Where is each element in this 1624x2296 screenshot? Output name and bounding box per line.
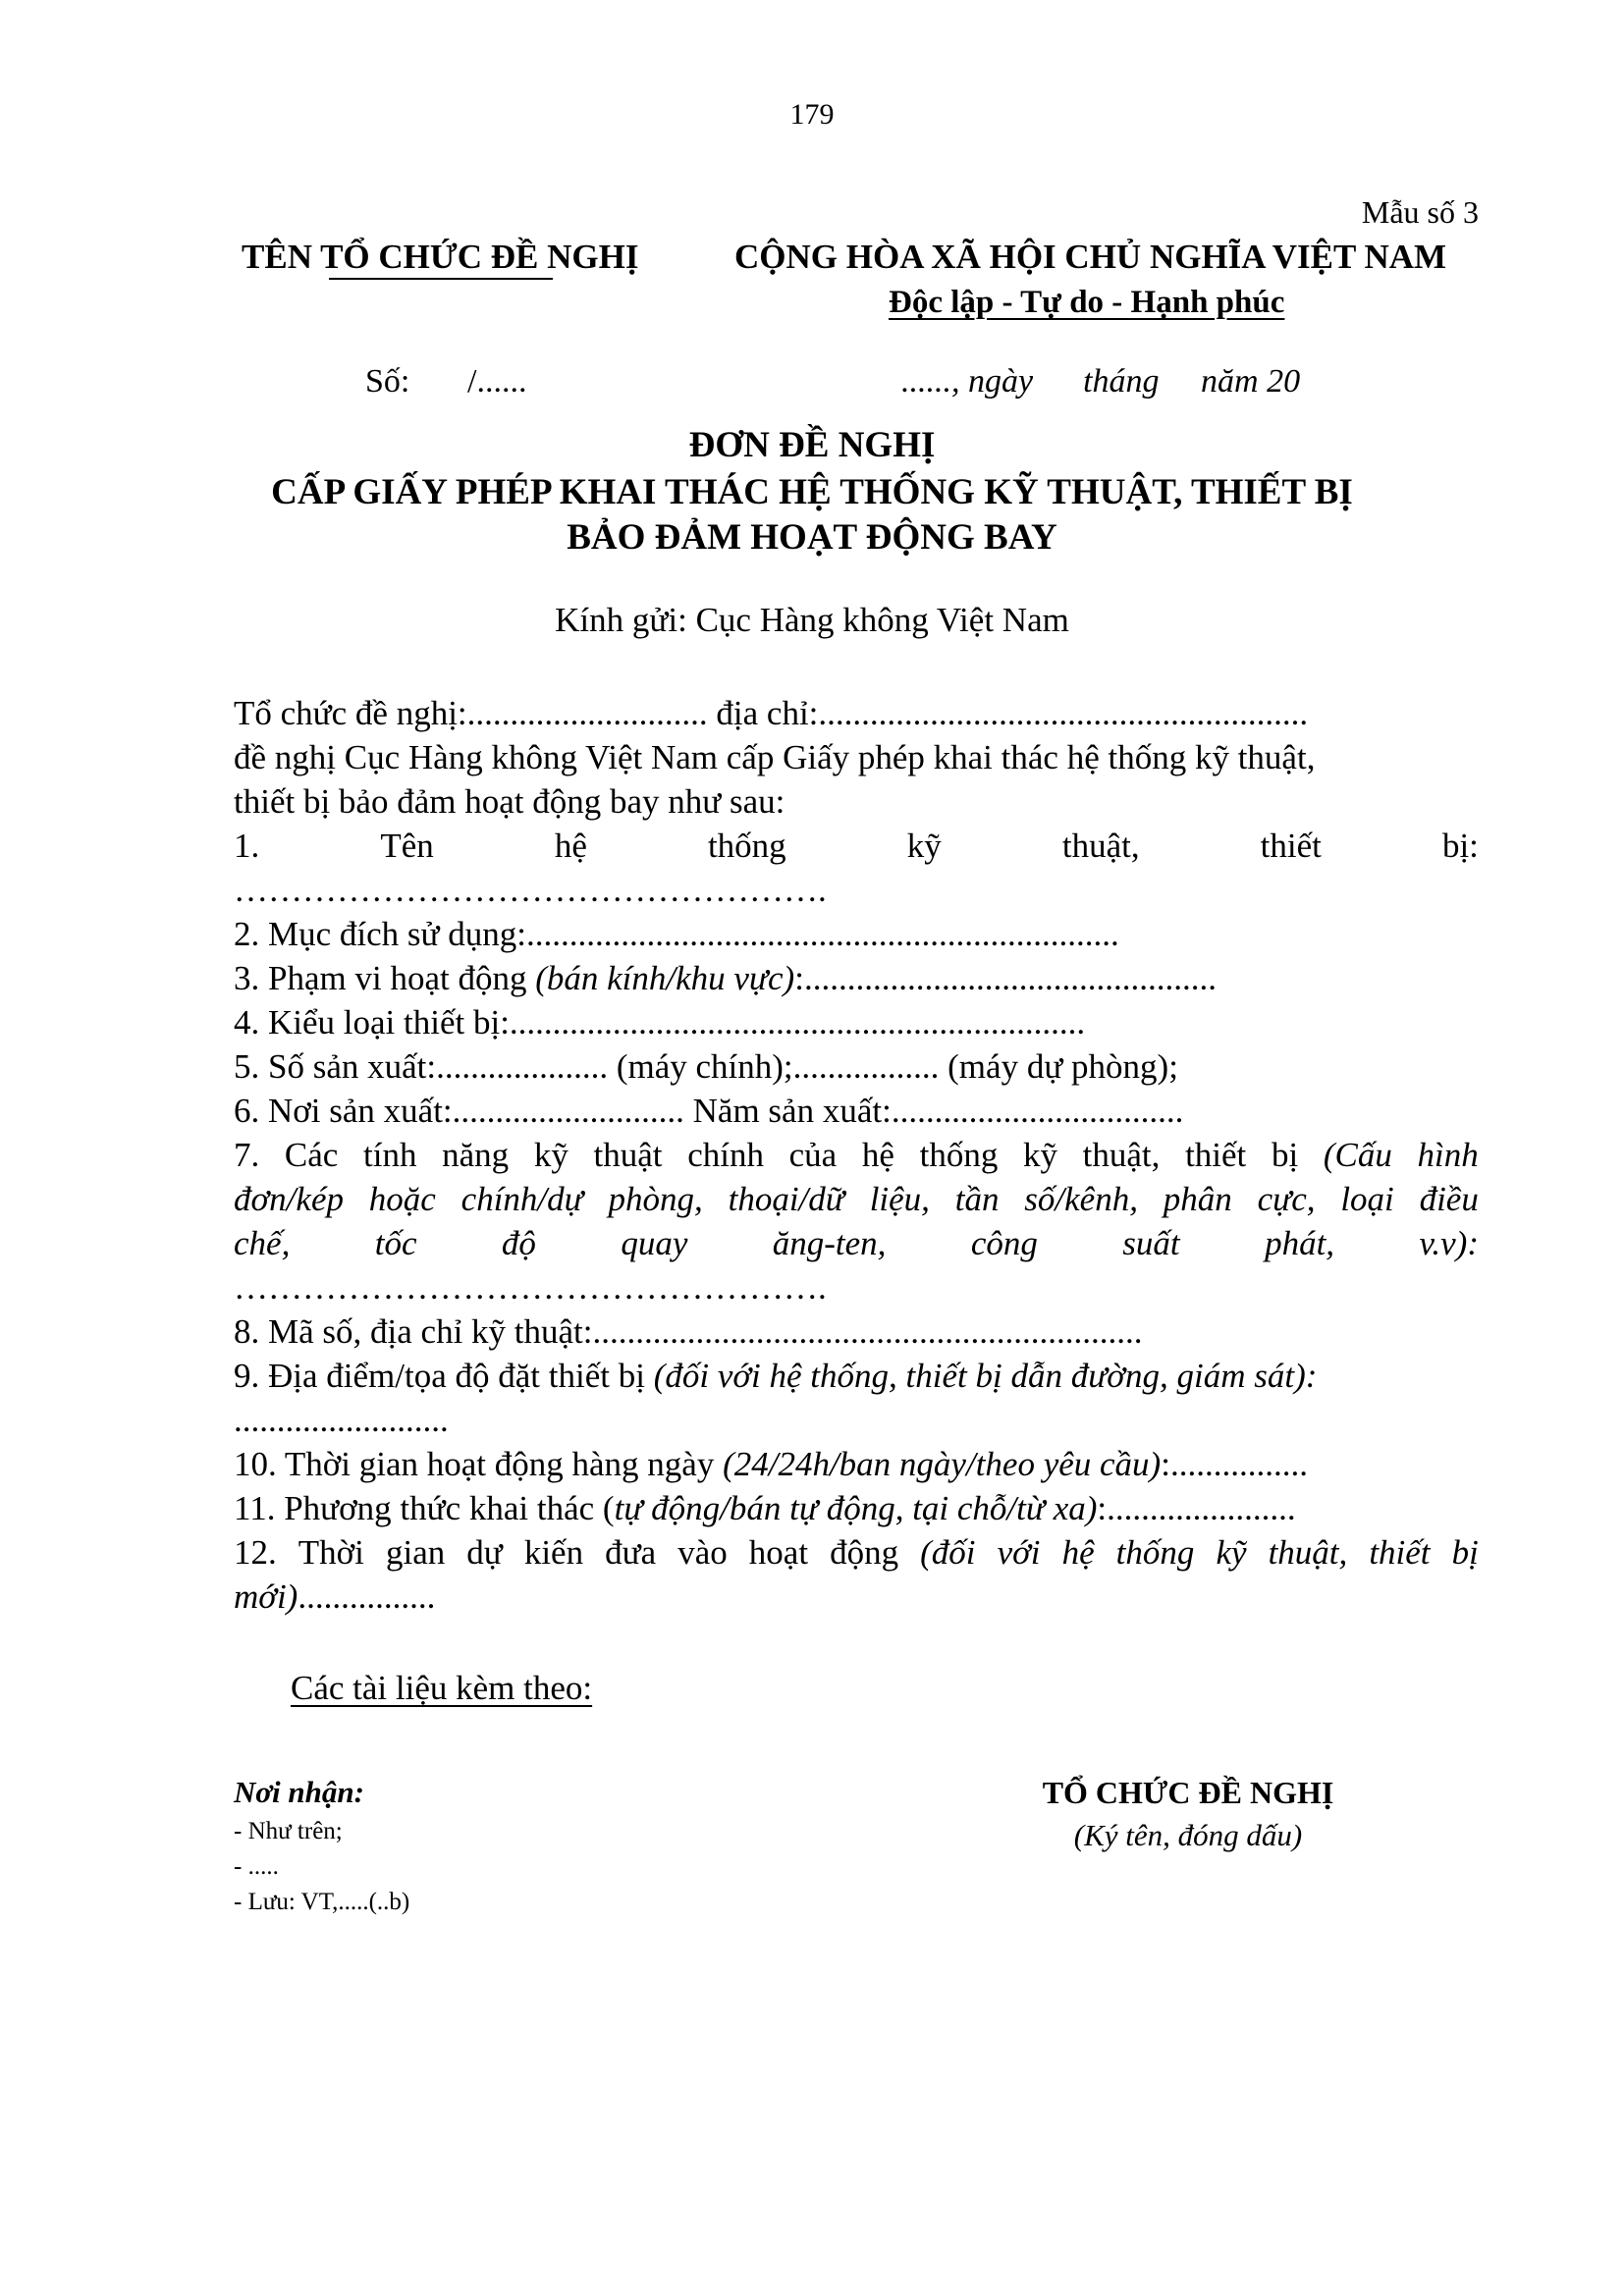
item7-word: 7. [234,1136,260,1174]
item9 [234,1357,1317,1396]
item1-line [234,827,1479,866]
item7-word: phát, [1265,1224,1335,1262]
item12-word: dự [466,1533,503,1572]
item7-word: công [970,1224,1038,1262]
intro-line1: Tổ chức đề nghị:............................ địa chỉ:......................................................... [234,694,1309,732]
date-line: ......, ngày tháng năm 20 [901,363,1301,400]
item1-word: thuật, [1061,827,1140,865]
ref-number-value: /...... [467,363,527,400]
item12-word: hệ [1061,1533,1095,1572]
signature-title: TỔ CHỨC ĐỀ NGHỊ [1042,1775,1334,1810]
item2: 2. Mục đích sử dụng:..................................................................... [234,915,1119,953]
item7-word: thoại/dữ [728,1180,844,1218]
item7-word: kỹ [533,1136,568,1174]
item7-line2 [234,1180,1479,1219]
item7-word: ăng-ten, [772,1224,887,1262]
item11-dots: :...................... [1097,1489,1296,1527]
recipients-title: Nơi nhận: [234,1775,364,1809]
item3-dots: :................................................ [794,959,1217,997]
item7-word: điều [1419,1180,1479,1218]
item10-label: 10. Thời gian hoạt động hàng ngày [234,1445,724,1483]
item7-word: quay [621,1224,688,1262]
item1-word: thiết [1260,827,1322,865]
item7-word: của [788,1136,838,1174]
item7-word: suất [1122,1224,1180,1262]
item7-word: kỹ [1023,1136,1057,1174]
item12-line2 [234,1577,435,1617]
item11-label: 11. Phương thức khai thác ( [234,1489,615,1527]
item1-word: 1. [234,827,260,865]
item11 [234,1489,1296,1528]
item7-word: v.v): [1419,1224,1479,1262]
item7-word: thuật, [1082,1136,1161,1174]
item5: 5. Số sản xuất:.................... (máy chính);................. (máy dự phòng); [234,1047,1178,1086]
item1-word: kỹ [906,827,942,865]
item12-word: thuật, [1268,1533,1348,1572]
item12-word: kiến [523,1533,584,1572]
item12-word: Thời [298,1533,364,1572]
item7-word: liệu, [869,1180,930,1218]
item7-word: hệ [861,1136,894,1174]
item7-word: bị [1271,1136,1299,1174]
item1-word: thống [707,827,786,865]
item10-dots: :................ [1161,1445,1308,1483]
item7-line1 [234,1136,1479,1175]
item7-word: chính/dự [460,1180,583,1218]
item7-word: tính [363,1136,417,1174]
intro-line3: thiết bị bảo đảm hoạt động bay như sau: [234,782,785,821]
item7-word: cực, [1257,1180,1316,1218]
attachments-heading: Các tài liệu kèm theo: [291,1669,593,1707]
ref-number-label: Số: [365,363,410,400]
item12-word: động [830,1533,899,1572]
org-name-header: TÊN TỔ CHỨC ĐỀ NGHỊ [242,238,639,276]
recipients-line1: - Như trên; [234,1818,343,1844]
item12-line1 [234,1533,1479,1573]
item7-word: thuật [593,1136,663,1174]
item7-line3 [234,1224,1479,1263]
item7-word: tần [954,1180,1000,1218]
item4: 4. Kiểu loại thiết bị:................................................................... [234,1003,1086,1041]
item9-dots: ......................... [234,1401,449,1439]
item7-word: hình [1417,1136,1479,1174]
recipient-line: Kính gửi: Cục Hàng không Việt Nam [555,601,1069,639]
item12-word: 12. [234,1533,277,1572]
item12-dots: ................ [298,1577,436,1616]
item7-word: chính [687,1136,764,1174]
item9-note: (đối với hệ thống, thiết bị dẫn đường, giám sát): [653,1357,1318,1395]
doc-title-line3: BẢO ĐẢM HOẠT ĐỘNG BAY [567,517,1057,558]
item7-word: năng [442,1136,510,1174]
item12-word: gian [385,1533,446,1572]
item1-word: hệ [554,827,587,865]
item7-word: tốc [374,1224,417,1262]
item12-word: với [997,1533,1041,1572]
item7-word: thống [919,1136,999,1174]
item7-word: thiết [1185,1136,1247,1174]
item1-word: bị: [1441,827,1479,865]
recipients-line3: - Lưu: VT,.....(..b) [234,1889,410,1915]
item12-word: đưa [605,1533,657,1572]
item3-label: 3. Phạm vi hoạt động [234,959,536,997]
item12-word: hoạt [748,1533,809,1572]
item12-word: bị [1451,1533,1479,1572]
item9-label: 9. Địa điểm/tọa độ đặt thiết bị [234,1357,654,1395]
recipients-line2: - ..... [234,1853,279,1880]
item3 [234,959,1217,998]
item8: 8. Mã số, địa chỉ kỹ thuật:................................................................ [234,1312,1143,1351]
item12-word: kỹ [1216,1533,1247,1572]
doc-title-line1: ĐƠN ĐỀ NGHỊ [688,425,936,465]
doc-title-line2: CẤP GIẤY PHÉP KHAI THÁC HỆ THỐNG KỸ THUẬT, THIẾT BỊ [271,472,1353,512]
item11-note: tự động/bán tự động, tại chỗ/từ xa) [614,1489,1098,1527]
page-number: 179 [789,98,835,131]
item1-dots: ……………………………………………. [234,871,827,909]
item1-word: Tên [380,827,434,865]
intro-line2: đề nghị Cục Hàng không Việt Nam cấp Giấy phép khai thác hệ thống kỹ thuật, [234,738,1316,776]
item7-word: loại [1340,1180,1394,1218]
item7-word: chế, [234,1224,291,1262]
item12-word: vào [677,1533,728,1572]
motto: Độc lập - Tự do - Hạnh phúc [889,285,1285,320]
item7-word: độ [501,1224,536,1262]
country-header: CỘNG HÒA XÃ HỘI CHỦ NGHĨA VIỆT NAM [734,238,1447,276]
item7-word: số/kênh, [1024,1180,1138,1218]
item12-word: thống [1115,1533,1195,1572]
org-underline [329,278,553,280]
item7-word: đơn/kép [234,1180,344,1218]
item7-word: (Cấu [1323,1136,1392,1174]
item7-word: phòng, [608,1180,703,1218]
item6: 6. Nơi sản xuất:........................... Năm sản xuất:.................................. [234,1092,1184,1130]
item10-note: (24/24h/ban ngày/theo yêu cầu) [723,1445,1162,1483]
item7-dots: ……………………………………………. [234,1268,827,1307]
item12-word: thiết [1369,1533,1431,1572]
item12-word: (đối [920,1533,976,1572]
signature-note: (Ký tên, đóng dấu) [1073,1818,1303,1852]
item7-word: phân [1163,1180,1232,1218]
item7-word: hoặc [368,1180,436,1218]
item7-word: Các [284,1136,339,1174]
item12-note: mới) [234,1577,298,1616]
item10 [234,1445,1308,1484]
item3-note: (bán kính/khu vực) [535,959,795,997]
form-number: Mẫu số 3 [1361,194,1479,230]
